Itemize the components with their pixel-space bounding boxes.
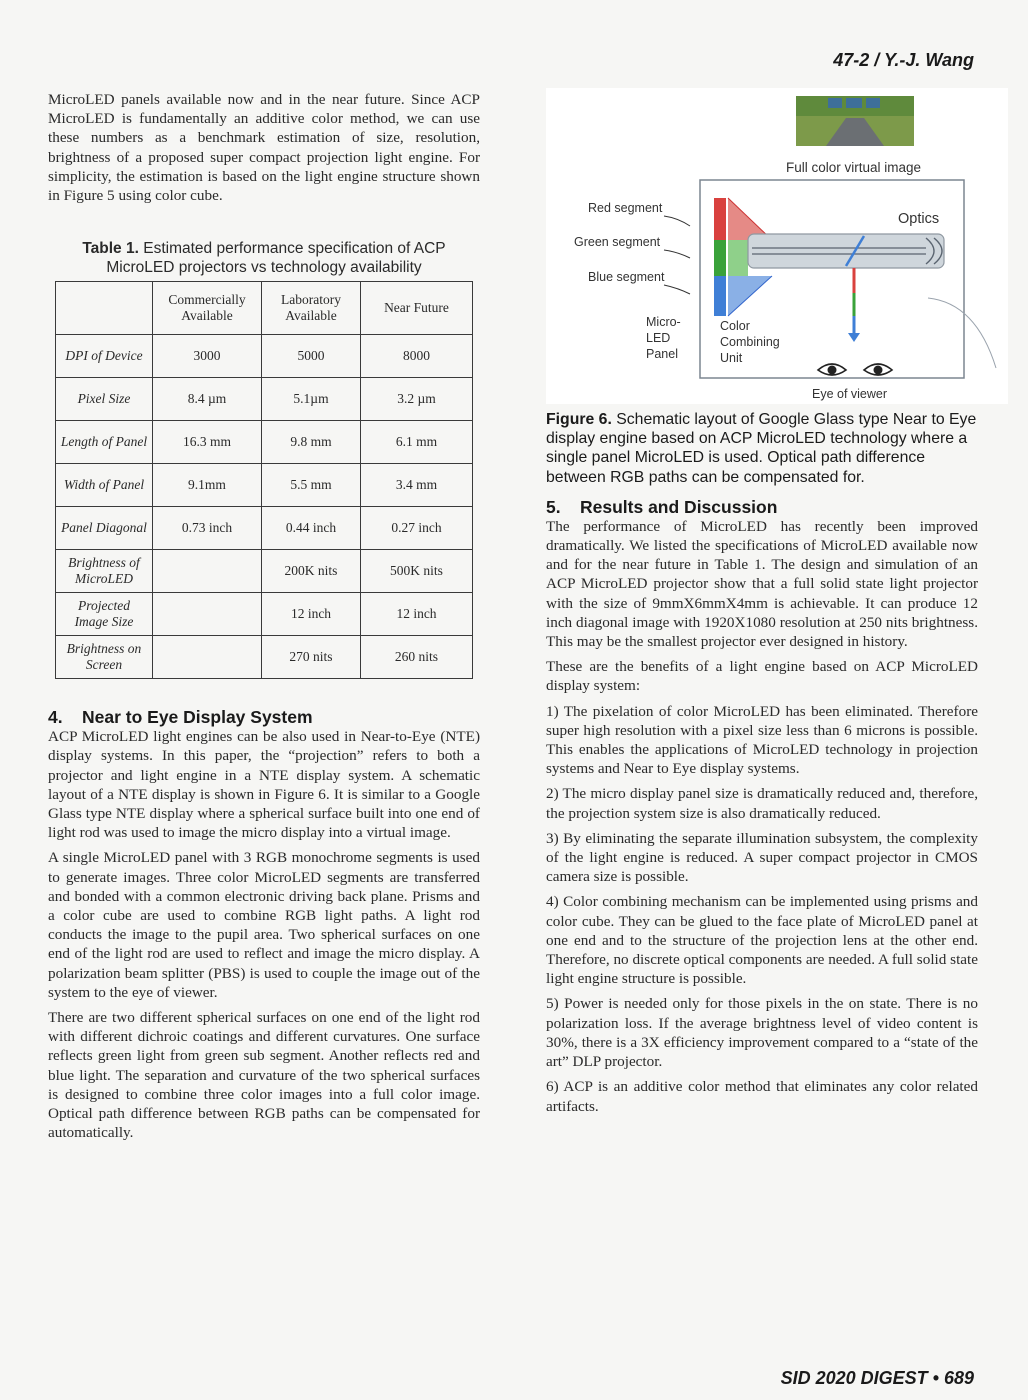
table-row-label: Width of Panel	[56, 464, 153, 507]
intro-paragraph: MicroLED panels available now and in the near future. Since ACP MicroLED is fundamentally an additive color method, we can use these numbers as a benchmark estimation of size, resolution, brightness of a proposed super compact projection light engine. For simplicity, the estimation is based on the light engine structure shown in Figure 5 using color cube.	[48, 91, 480, 205]
table-row-label: Brightness of MicroLED	[56, 550, 153, 593]
table-cell: 3.2 µm	[361, 378, 473, 421]
right-column	[546, 88, 978, 1122]
benefit-item: 1) The pixelation of color MicroLED has been eliminated. Therefore super high resolution with a pixel size less than 6 microns is possible. This enables the applications of MicroLED technology in projection systems and Near to Eye display systems.	[546, 702, 978, 778]
table-cell: 0.44 inch	[262, 507, 361, 550]
table-caption-line1: Estimated performance specification of ACP	[143, 240, 446, 258]
table-row	[56, 507, 473, 550]
table-cell: 0.27 inch	[361, 507, 473, 550]
table-cell: 9.8 mm	[262, 421, 361, 464]
blue-segment	[714, 276, 726, 316]
table-row-label: Pixel Size	[56, 378, 153, 421]
label-micro-line3: Panel	[646, 347, 678, 361]
label-blue-segment: Blue segment	[588, 270, 665, 284]
table-row	[56, 593, 473, 636]
green-cube	[728, 240, 748, 276]
table-caption	[48, 239, 480, 277]
page-footer: SID 2020 DIGEST • 689	[780, 1368, 974, 1388]
table-cell: 8.4 µm	[153, 378, 262, 421]
figure6-caption-label: Figure 6.	[546, 411, 612, 428]
benefit-item: 3) By eliminating the separate illumination subsystem, the complexity of the light engine is reduced. A super compact projector in CMOS camera size is possible.	[546, 829, 978, 886]
label-red-segment: Red segment	[588, 201, 663, 215]
table-row	[56, 636, 473, 679]
table-cell: 16.3 mm	[153, 421, 262, 464]
table-cell: 12 inch	[361, 593, 473, 636]
table-cell: 200K nits	[262, 550, 361, 593]
table-caption-line2: MicroLED projectors vs technology availability	[106, 259, 422, 277]
table-cell	[153, 550, 262, 593]
benefit-item: 6) ACP is an additive color method that eliminates any color related artifacts.	[546, 1078, 978, 1115]
table-row-label: DPI of Device	[56, 335, 153, 378]
table-cell: 5.1µm	[262, 378, 361, 421]
label-green-segment: Green segment	[574, 235, 661, 249]
section4-title: Near to Eye Display System	[82, 707, 313, 728]
table-row-label: Panel Diagonal	[56, 507, 153, 550]
table-cell: 500K nits	[361, 550, 473, 593]
table-row	[56, 550, 473, 593]
table-header-cell: Near Future	[361, 282, 473, 335]
figure6-diagram	[546, 88, 1008, 404]
section4-paragraph: There are two different spherical surfaces on one end of the light rod with different dichroic coatings and different curvatures. One surface reflects green light from green sub segment. Another reflects red and blue light. The separation and curvature of the two spherical surfaces is designed to combine three color images into a full color image. Optical path difference between RGB paths can be compensated for automatically.	[48, 1009, 480, 1142]
label-color-line2: Combining	[720, 335, 780, 349]
table-row-label: Projected Image Size	[56, 593, 153, 636]
section5-heading	[546, 497, 978, 517]
table-cell	[153, 636, 262, 679]
table-header-cell: Laboratory Available	[262, 282, 361, 335]
table-row-label: Brightness on Screen	[56, 636, 153, 679]
table-caption-label: Table 1.	[82, 240, 139, 258]
label-micro-line2: LED	[646, 331, 671, 345]
label-color-line3: Unit	[720, 351, 743, 365]
light-rod	[748, 234, 944, 268]
table-cell: 9.1mm	[153, 464, 262, 507]
benefit-item: 2) The micro display panel size is dramatically reduced and, therefore, the projection system size is also dramatically reduced.	[546, 785, 978, 822]
red-segment	[714, 198, 726, 240]
section5-paragraph: The performance of MicroLED has recently been improved dramatically. We listed the specifications of MicroLED available now and for the near future in Table 1. The design and simulation of an ACP MicroLED projector show that a full solid state light projector with the size of 9mmX6mmX4mm is achievable. It can produce 12 inch diagonal image with 1920X1080 resolution at 250 nits brightness. This may be the smallest projector ever designed in history.	[546, 517, 978, 651]
figure6-caption-text: Schematic layout of Google Glass type Near to Eye display engine based on ACP MicroLED technology where a single panel MicroLED is used. Optical path difference between RGB paths can be compensated for.	[546, 411, 977, 486]
table-cell: 270 nits	[262, 636, 361, 679]
table-cell: 5.5 mm	[262, 464, 361, 507]
benefit-item: 5) Power is needed only for those pixels in the on state. There is no polarization loss. If the average brightness level of video content is 30%, there is a 3X efficiency improvement compared to a “state of the art” DLP projector.	[546, 995, 978, 1071]
section5-paragraph: These are the benefits of a light engine based on ACP MicroLED display system:	[546, 658, 978, 695]
table-row	[56, 421, 473, 464]
left-column	[48, 90, 480, 1148]
table-row-label: Length of Panel	[56, 421, 153, 464]
table-cell: 3000	[153, 335, 262, 378]
virtual-image-thumbnail	[796, 96, 914, 146]
label-eye-viewer: Eye of viewer	[812, 387, 888, 401]
table-row	[56, 378, 473, 421]
label-color-line1: Color	[720, 319, 750, 333]
section5-title: Results and Discussion	[580, 496, 778, 517]
label-micro-line1: Micro-	[646, 315, 681, 329]
table-header-row	[56, 282, 473, 335]
table-header-cell	[56, 282, 153, 335]
table-cell: 3.4 mm	[361, 464, 473, 507]
label-full-color: Full color virtual image	[786, 160, 922, 175]
table-row	[56, 335, 473, 378]
table-cell: 260 nits	[361, 636, 473, 679]
running-head: 47-2 / Y.-J. Wang	[833, 50, 974, 70]
label-optics: Optics	[898, 211, 940, 227]
section4-paragraph: ACP MicroLED light engines can be also used in Near-to-Eye (NTE) display systems. In this paper, the “projection” refers to both a projector and light engine in a NTE display system. A schematic layout of a NTE display is shown in Figure 6. It is similar to a Google Glass type NTE display where a spherical surface built into one end of light rod was used to image the micro display into a virtual image.	[48, 728, 480, 842]
table-row	[56, 464, 473, 507]
table-cell: 12 inch	[262, 593, 361, 636]
table-cell: 5000	[262, 335, 361, 378]
table-cell	[153, 593, 262, 636]
table-cell: 8000	[361, 335, 473, 378]
table-cell: 0.73 inch	[153, 507, 262, 550]
figure6-caption	[546, 410, 978, 487]
table-cell: 6.1 mm	[361, 421, 473, 464]
table-header-cell: Commercially Available	[153, 282, 262, 335]
green-segment	[714, 240, 726, 276]
section5-number: 5.	[546, 496, 561, 517]
section4-number: 4.	[48, 707, 63, 728]
section4-heading	[48, 707, 480, 727]
section4-paragraph: A single MicroLED panel with 3 RGB monochrome segments is used to generate images. Three color MicroLED segments are transferred and bonded with a common electronic driving back plane. Prisms and a color cube are used to combine RGB light paths. A light rod conducts the image to the pupil area. Two spherical surfaces on one end of the light rod are used to reflect and image the micro display. A polarization beam splitter (PBS) is used to couple the image out of the system to the eye of viewer.	[48, 849, 480, 1001]
benefit-item: 4) Color combining mechanism can be implemented using prisms and color cube. They can be glued to the face plate of MicroLED panel at one end and to the structure of the projection lens at the other end. Therefore, no discrete optical components are needed. A full solid state light engine structure is possible.	[546, 893, 978, 988]
spec-table	[55, 281, 473, 679]
